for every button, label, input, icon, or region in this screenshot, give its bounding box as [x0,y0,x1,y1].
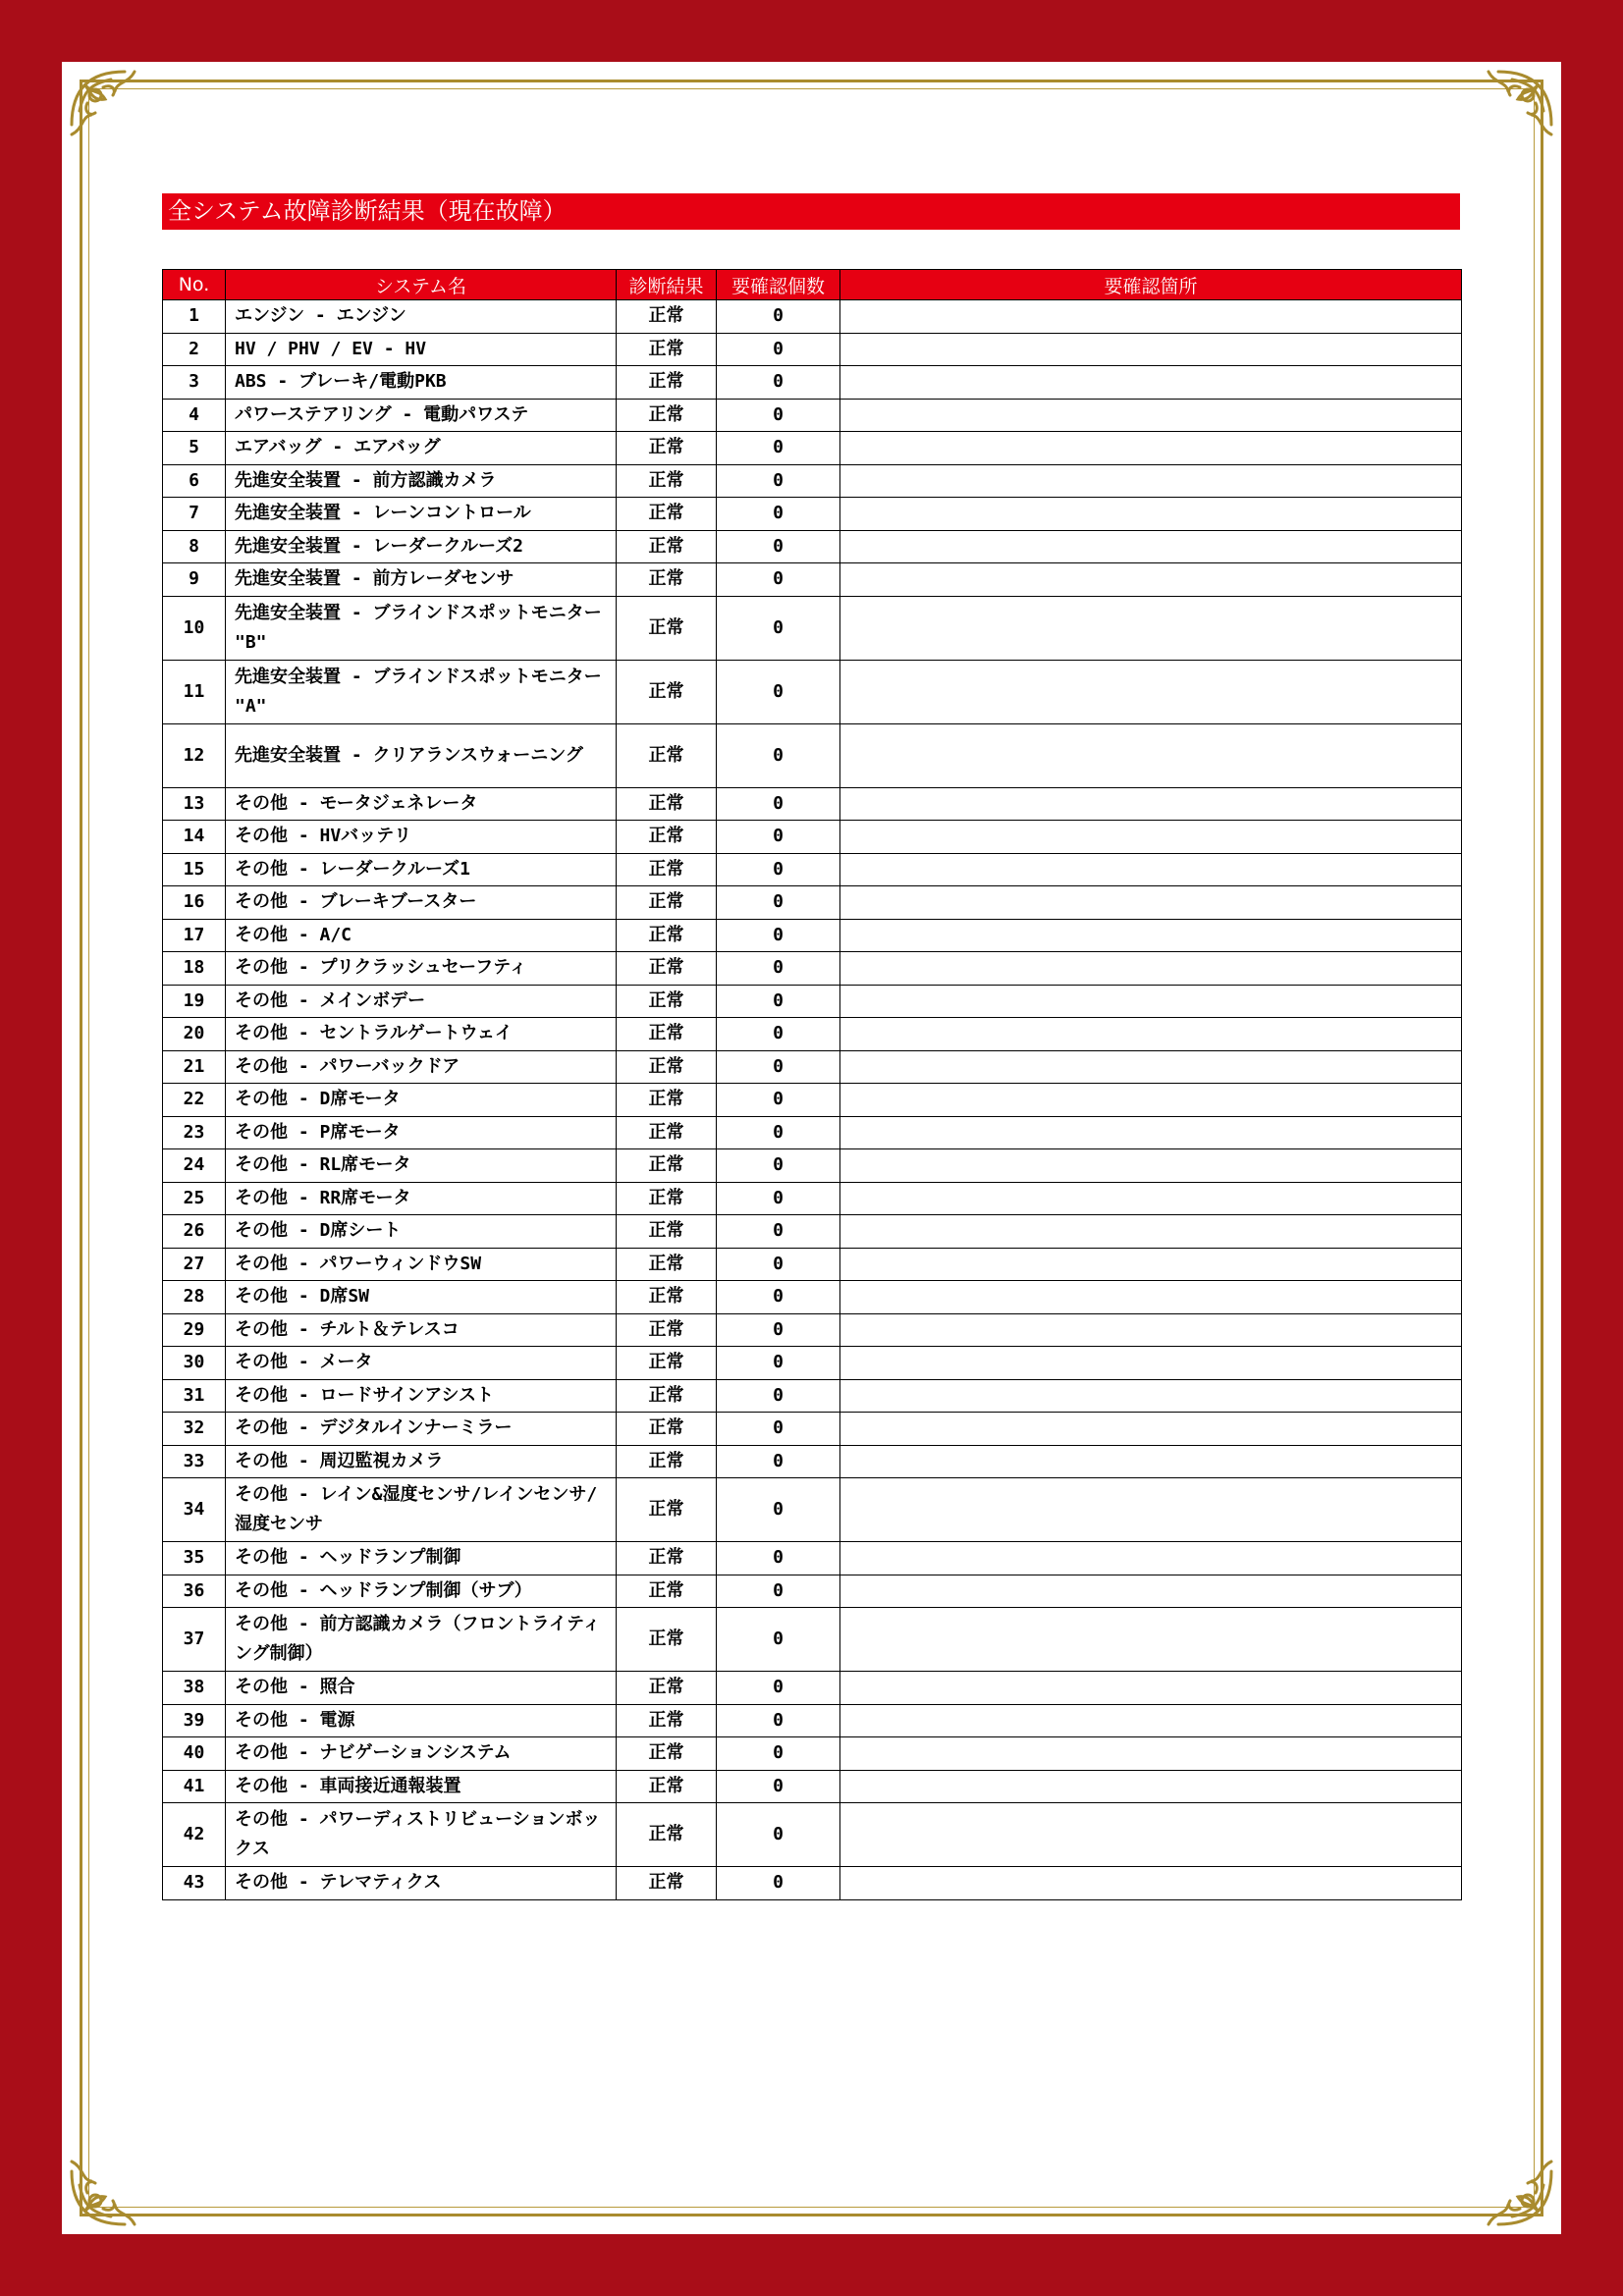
table-row [163,723,1462,787]
table-row [163,1608,1462,1672]
table-row [163,853,1462,886]
row-system-name: エアバッグ - エアバッグ [226,432,617,465]
row-system-name: 先進安全装置 - 前方認識カメラ [226,464,617,498]
row-number: 21 [163,1050,226,1084]
table-row [163,1018,1462,1051]
row-check-count: 0 [717,1050,840,1084]
table-row [163,1413,1462,1446]
row-system-name: その他 - レーダークルーズ1 [226,853,617,886]
row-system-name: パワーステアリング - 電動パワステ [226,399,617,432]
row-result: 正常 [617,1149,717,1183]
table-row [163,1867,1462,1900]
row-system-name: 先進安全装置 - ブラインドスポットモニター "A" [226,660,617,723]
row-number: 43 [163,1867,226,1900]
row-result: 正常 [617,596,717,660]
row-system-name: その他 - A/C [226,919,617,952]
row-check-location [840,366,1462,400]
row-number: 27 [163,1248,226,1281]
table-row [163,300,1462,334]
row-number: 15 [163,853,226,886]
row-system-name: その他 - P席モータ [226,1116,617,1149]
row-result: 正常 [617,1575,717,1608]
header-no: No. [163,270,226,300]
row-check-location [840,399,1462,432]
row-number: 5 [163,432,226,465]
row-result: 正常 [617,853,717,886]
row-number: 42 [163,1803,226,1867]
row-check-count: 0 [717,660,840,723]
row-system-name: その他 - ヘッドランプ制御（サブ） [226,1575,617,1608]
row-result: 正常 [617,366,717,400]
row-check-count: 0 [717,1116,840,1149]
row-result: 正常 [617,1215,717,1249]
row-check-location [840,1867,1462,1900]
row-check-location [840,1149,1462,1183]
row-check-location [840,952,1462,986]
row-number: 4 [163,399,226,432]
row-result: 正常 [617,1248,717,1281]
table-row [163,1347,1462,1380]
row-result: 正常 [617,530,717,563]
row-check-count: 0 [717,952,840,986]
row-check-count: 0 [717,886,840,920]
row-system-name: その他 - メータ [226,1347,617,1380]
row-system-name: その他 - HVバッテリ [226,821,617,854]
table-row [163,1704,1462,1737]
table-row [163,1050,1462,1084]
row-check-location [840,1445,1462,1478]
table-row [163,530,1462,563]
row-check-count: 0 [717,1248,840,1281]
table-row [163,1248,1462,1281]
table-row [163,1281,1462,1314]
row-number: 36 [163,1575,226,1608]
row-number: 18 [163,952,226,986]
row-result: 正常 [617,1672,717,1705]
row-check-count: 0 [717,1803,840,1867]
row-check-location [840,1672,1462,1705]
row-check-count: 0 [717,853,840,886]
row-number: 6 [163,464,226,498]
row-check-location [840,919,1462,952]
row-number: 31 [163,1379,226,1413]
row-result: 正常 [617,1050,717,1084]
row-check-location [840,1347,1462,1380]
row-result: 正常 [617,432,717,465]
row-check-location [840,300,1462,334]
row-system-name: その他 - セントラルゲートウェイ [226,1018,617,1051]
row-number: 28 [163,1281,226,1314]
row-number: 25 [163,1182,226,1215]
row-check-count: 0 [717,1018,840,1051]
report-sheet [62,62,1561,2234]
row-number: 7 [163,498,226,531]
row-check-count: 0 [717,1347,840,1380]
table-row [163,660,1462,723]
row-check-location [840,1018,1462,1051]
row-system-name: その他 - ナビゲーションシステム [226,1737,617,1771]
row-number: 32 [163,1413,226,1446]
row-result: 正常 [617,1445,717,1478]
table-row [163,985,1462,1018]
row-result: 正常 [617,1084,717,1117]
row-check-location [840,821,1462,854]
row-number: 8 [163,530,226,563]
row-check-location [840,563,1462,597]
row-check-count: 0 [717,723,840,787]
table-row [163,1182,1462,1215]
table-row [163,563,1462,597]
row-check-location [840,1182,1462,1215]
report-title: 全システム故障診断結果（現在故障） [162,193,1460,230]
row-check-location [840,985,1462,1018]
row-system-name: その他 - ブレーキブースター [226,886,617,920]
row-check-count: 0 [717,498,840,531]
header-check-count: 要確認個数 [717,270,840,300]
row-number: 11 [163,660,226,723]
row-number: 9 [163,563,226,597]
row-system-name: その他 - RR席モータ [226,1182,617,1215]
table-row [163,886,1462,920]
row-result: 正常 [617,1379,717,1413]
row-result: 正常 [617,1867,717,1900]
row-check-count: 0 [717,1770,840,1803]
row-check-count: 0 [717,1313,840,1347]
row-system-name: 先進安全装置 - 前方レーダセンサ [226,563,617,597]
row-check-location [840,1704,1462,1737]
row-check-count: 0 [717,300,840,334]
row-system-name: その他 - D席SW [226,1281,617,1314]
row-check-count: 0 [717,821,840,854]
row-check-location [840,1770,1462,1803]
table-row [163,596,1462,660]
row-result: 正常 [617,1704,717,1737]
row-check-location [840,1542,1462,1575]
row-number: 20 [163,1018,226,1051]
row-system-name: その他 - メインボデー [226,985,617,1018]
row-number: 38 [163,1672,226,1705]
row-number: 30 [163,1347,226,1380]
row-result: 正常 [617,886,717,920]
row-number: 2 [163,333,226,366]
header-result: 診断結果 [617,270,717,300]
row-system-name: その他 - ヘッドランプ制御 [226,1542,617,1575]
row-number: 33 [163,1445,226,1478]
row-check-location [840,1215,1462,1249]
row-check-count: 0 [717,1542,840,1575]
row-result: 正常 [617,1608,717,1672]
row-result: 正常 [617,1737,717,1771]
row-system-name: その他 - ロードサインアシスト [226,1379,617,1413]
row-result: 正常 [617,1182,717,1215]
row-result: 正常 [617,1770,717,1803]
ornamental-corner-icon [1467,66,1557,156]
row-check-location [840,1050,1462,1084]
row-check-location [840,787,1462,821]
row-check-location [840,660,1462,723]
row-system-name: その他 - チルト＆テレスコ [226,1313,617,1347]
row-number: 19 [163,985,226,1018]
row-check-count: 0 [717,1575,840,1608]
row-system-name: 先進安全装置 - レーダークルーズ2 [226,530,617,563]
row-check-location [840,853,1462,886]
row-check-location [840,1737,1462,1771]
row-check-location [840,464,1462,498]
table-row [163,366,1462,400]
row-number: 16 [163,886,226,920]
row-check-location [840,432,1462,465]
row-check-location [840,1084,1462,1117]
row-number: 1 [163,300,226,334]
row-system-name: 先進安全装置 - レーンコントロール [226,498,617,531]
row-check-count: 0 [717,1867,840,1900]
row-number: 37 [163,1608,226,1672]
row-check-location [840,530,1462,563]
row-check-location [840,1379,1462,1413]
table-row [163,1116,1462,1149]
row-result: 正常 [617,333,717,366]
row-check-count: 0 [717,1215,840,1249]
row-result: 正常 [617,1803,717,1867]
row-system-name: その他 - 前方認識カメラ（フロントライティング制御） [226,1608,617,1672]
row-system-name: その他 - パワーバックドア [226,1050,617,1084]
ornamental-corner-icon [66,66,156,156]
table-row [163,1770,1462,1803]
row-number: 22 [163,1084,226,1117]
row-number: 29 [163,1313,226,1347]
table-row [163,1379,1462,1413]
row-system-name: その他 - パワーウィンドウSW [226,1248,617,1281]
row-system-name: その他 - レイン&湿度センサ/レインセンサ/湿度センサ [226,1478,617,1542]
row-system-name: HV / PHV / EV - HV [226,333,617,366]
table-row [163,1803,1462,1867]
row-check-count: 0 [717,333,840,366]
row-check-count: 0 [717,1608,840,1672]
row-check-count: 0 [717,530,840,563]
row-number: 13 [163,787,226,821]
table-row [163,1737,1462,1771]
row-system-name: その他 - プリクラッシュセーフティ [226,952,617,986]
row-check-count: 0 [717,596,840,660]
row-check-location [840,1803,1462,1867]
row-check-location [840,498,1462,531]
row-check-count: 0 [717,1379,840,1413]
table-body [163,300,1462,1900]
row-result: 正常 [617,1018,717,1051]
table-row [163,333,1462,366]
row-number: 34 [163,1478,226,1542]
row-check-count: 0 [717,1084,840,1117]
row-number: 10 [163,596,226,660]
header-check-location: 要確認箇所 [840,270,1462,300]
table-row [163,1149,1462,1183]
row-check-location [840,723,1462,787]
diagnosis-table [162,269,1462,1900]
row-result: 正常 [617,563,717,597]
row-check-count: 0 [717,1737,840,1771]
table-row [163,787,1462,821]
row-result: 正常 [617,300,717,334]
table-row [163,1084,1462,1117]
row-system-name: その他 - 電源 [226,1704,617,1737]
row-check-location [840,1608,1462,1672]
row-result: 正常 [617,1281,717,1314]
row-number: 39 [163,1704,226,1737]
row-check-location [840,1116,1462,1149]
row-system-name: その他 - デジタルインナーミラー [226,1413,617,1446]
row-check-count: 0 [717,985,840,1018]
table-row [163,432,1462,465]
row-system-name: その他 - D席シート [226,1215,617,1249]
row-number: 23 [163,1116,226,1149]
table-row [163,1575,1462,1608]
row-number: 14 [163,821,226,854]
row-check-count: 0 [717,1149,840,1183]
row-number: 17 [163,919,226,952]
row-check-count: 0 [717,1672,840,1705]
row-result: 正常 [617,498,717,531]
row-check-count: 0 [717,1182,840,1215]
row-check-count: 0 [717,366,840,400]
row-check-location [840,1281,1462,1314]
row-result: 正常 [617,821,717,854]
row-check-location [840,886,1462,920]
table-row [163,464,1462,498]
row-system-name: その他 - 照合 [226,1672,617,1705]
row-check-count: 0 [717,399,840,432]
table-row [163,1215,1462,1249]
row-number: 24 [163,1149,226,1183]
ornamental-corner-icon [1467,2140,1557,2230]
row-system-name: その他 - RL席モータ [226,1149,617,1183]
table-row [163,498,1462,531]
row-number: 3 [163,366,226,400]
row-result: 正常 [617,464,717,498]
row-check-count: 0 [717,919,840,952]
row-result: 正常 [617,919,717,952]
ornamental-corner-icon [66,2140,156,2230]
row-system-name: その他 - 車両接近通報装置 [226,1770,617,1803]
row-result: 正常 [617,1347,717,1380]
row-result: 正常 [617,787,717,821]
row-system-name: その他 - モータジェネレータ [226,787,617,821]
row-check-location [840,596,1462,660]
row-result: 正常 [617,1542,717,1575]
row-check-location [840,1248,1462,1281]
row-result: 正常 [617,399,717,432]
row-system-name: その他 - テレマティクス [226,1867,617,1900]
row-check-location [840,1478,1462,1542]
row-result: 正常 [617,1313,717,1347]
table-row [163,1542,1462,1575]
table-row [163,1672,1462,1705]
row-system-name: エンジン - エンジン [226,300,617,334]
row-check-count: 0 [717,1413,840,1446]
header-system-name: システム名 [226,270,617,300]
table-row [163,1313,1462,1347]
row-check-count: 0 [717,1478,840,1542]
row-system-name: その他 - パワーディストリビューションボックス [226,1803,617,1867]
row-result: 正常 [617,1413,717,1446]
row-check-count: 0 [717,432,840,465]
table-row [163,399,1462,432]
row-check-count: 0 [717,1445,840,1478]
row-check-count: 0 [717,787,840,821]
row-result: 正常 [617,985,717,1018]
row-number: 26 [163,1215,226,1249]
table-row [163,821,1462,854]
table-header-row [163,270,1462,300]
row-check-location [840,333,1462,366]
row-system-name: ABS - ブレーキ/電動PKB [226,366,617,400]
row-check-count: 0 [717,1281,840,1314]
row-number: 41 [163,1770,226,1803]
row-number: 40 [163,1737,226,1771]
row-system-name: その他 - D席モータ [226,1084,617,1117]
row-check-location [840,1575,1462,1608]
row-check-location [840,1313,1462,1347]
row-check-count: 0 [717,563,840,597]
table-row [163,919,1462,952]
row-check-count: 0 [717,464,840,498]
row-number: 12 [163,723,226,787]
table-row [163,952,1462,986]
row-system-name: その他 - 周辺監視カメラ [226,1445,617,1478]
row-check-location [840,1413,1462,1446]
row-system-name: 先進安全装置 - ブラインドスポットモニター "B" [226,596,617,660]
table-row [163,1445,1462,1478]
row-result: 正常 [617,952,717,986]
row-system-name: 先進安全装置 - クリアランスウォーニング [226,723,617,787]
row-check-count: 0 [717,1704,840,1737]
row-result: 正常 [617,723,717,787]
row-number: 35 [163,1542,226,1575]
table-row [163,1478,1462,1542]
row-result: 正常 [617,660,717,723]
row-result: 正常 [617,1116,717,1149]
row-result: 正常 [617,1478,717,1542]
